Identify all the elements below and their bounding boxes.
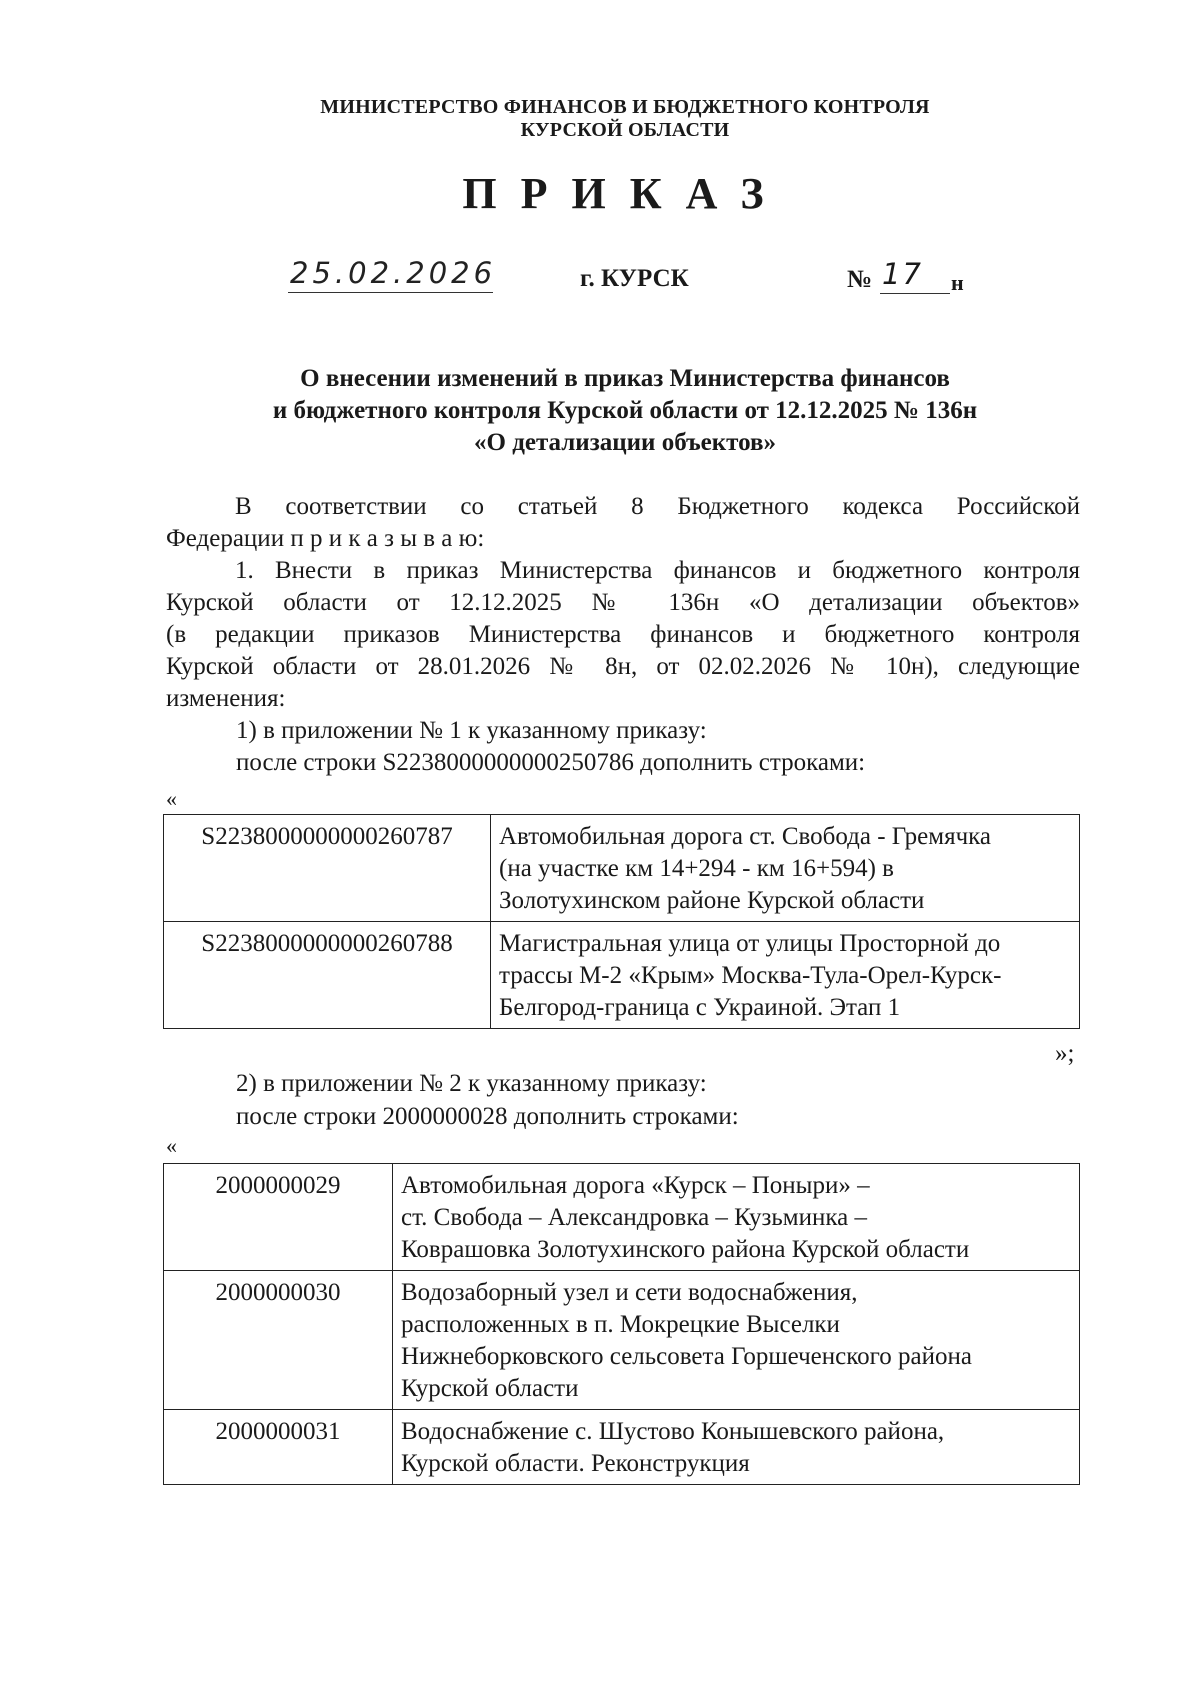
- desc-line: Водозаборный узел и сети водоснабжения,: [401, 1279, 858, 1306]
- desc-line: (на участке км 14+294 - км 16+594) в: [499, 855, 894, 882]
- desc-line: Курской области: [401, 1375, 579, 1402]
- desc-line: Автомобильная дорога «Курск – Поныри» –: [401, 1172, 870, 1199]
- row-code: 2000000029: [164, 1164, 393, 1271]
- table-row: [164, 1410, 1080, 1485]
- desc-line: Нижнеборковского сельсовета Горшеченского района: [401, 1343, 972, 1370]
- clause-1-line-5: изменения:: [166, 685, 286, 712]
- order-number-sign: №: [847, 266, 873, 293]
- clause-1-line-3: (в редакции приказов Министерства финансов и бюджетного контроля: [166, 621, 1080, 648]
- subject-line-1: О внесении изменений в приказ Министерства финансов: [300, 365, 950, 392]
- order-city: г. КУРСК: [580, 265, 689, 292]
- clause-1-line-2: Курской области от 12.12.2025 № 136н «О детализации объектов»: [166, 589, 1080, 616]
- subclause-1-instruction: после строки S2238000000000250786 дополнить строками:: [236, 749, 866, 776]
- quote-close: »;: [1055, 1040, 1075, 1067]
- subclause-1: 1) в приложении № 1 к указанному приказу:: [236, 717, 707, 744]
- desc-line: Белгород-граница с Украиной. Этап 1: [499, 994, 901, 1021]
- date-underline: [288, 292, 493, 293]
- appendix-1-table: [163, 814, 1080, 1029]
- desc-line: Коврашовка Золотухинского района Курской области: [401, 1236, 970, 1263]
- row-description: [491, 922, 1080, 1029]
- clause-1-line-1: 1. Внести в приказ Министерства финансов и бюджетного контроля: [235, 557, 1080, 584]
- document-type-title: ПРИКАЗ: [462, 169, 788, 218]
- desc-line: Курской области. Реконструкция: [401, 1450, 750, 1477]
- row-description: [491, 815, 1080, 922]
- row-code: S2238000000000260788: [164, 922, 491, 1029]
- ministry-line-1: МИНИСТЕРСТВО ФИНАНСОВ И БЮДЖЕТНОГО КОНТРОЛЯ: [320, 96, 930, 118]
- order-subject: [0, 363, 1200, 459]
- preamble-line-2: Федерации п р и к а з ы в а ю:: [166, 525, 485, 552]
- row-description: [393, 1271, 1080, 1410]
- desc-line: Водоснабжение с. Шустово Конышевского района,: [401, 1418, 945, 1445]
- order-number: 17: [882, 257, 923, 291]
- desc-line: Автомобильная дорога ст. Свобода - Гремячка: [499, 823, 992, 850]
- quote-open-1: «: [166, 786, 177, 811]
- appendix-2-table: [163, 1163, 1080, 1485]
- desc-line: ст. Свобода – Александровка – Кузьминка –: [401, 1204, 867, 1231]
- subject-line-2: и бюджетного контроля Курской области от 12.12.2025 № 136н: [272, 397, 978, 424]
- number-underline: [880, 293, 950, 294]
- ministry-line-2: КУРСКОЙ ОБЛАСТИ: [520, 119, 730, 141]
- desc-line: Золотухинском районе Курской области: [499, 887, 925, 914]
- subclause-2-instruction: после строки 2000000028 дополнить строками:: [236, 1103, 739, 1130]
- clause-1-line-4: Курской области от 28.01.2026 № 8н, от 02.02.2026 № 10н), следующие: [166, 653, 1080, 680]
- order-number-suffix: н: [951, 270, 964, 295]
- row-code: 2000000030: [164, 1271, 393, 1410]
- desc-line: трассы М-2 «Крым» Москва-Тула-Орел-Курск-: [499, 962, 1002, 989]
- quote-open-2: «: [166, 1133, 177, 1158]
- table-row: [164, 1164, 1080, 1271]
- preamble-line-1: В соответствии со статьей 8 Бюджетного кодекса Российской: [235, 493, 1080, 520]
- desc-line: Магистральная улица от улицы Просторной до: [499, 930, 1001, 957]
- desc-line: расположенных в п. Мокрецкие Выселки: [401, 1311, 840, 1338]
- order-date: 25.02.2026: [290, 256, 497, 290]
- table-row: [164, 1271, 1080, 1410]
- row-description: [393, 1164, 1080, 1271]
- subclause-2: 2) в приложении № 2 к указанному приказу:: [236, 1070, 707, 1097]
- row-code: 2000000031: [164, 1410, 393, 1485]
- row-code: S2238000000000260787: [164, 815, 491, 922]
- row-description: [393, 1410, 1080, 1485]
- table-row: [164, 922, 1080, 1029]
- ministry-header: [0, 96, 1200, 142]
- table-row: [164, 815, 1080, 922]
- subject-line-3: «О детализации объектов»: [474, 429, 776, 456]
